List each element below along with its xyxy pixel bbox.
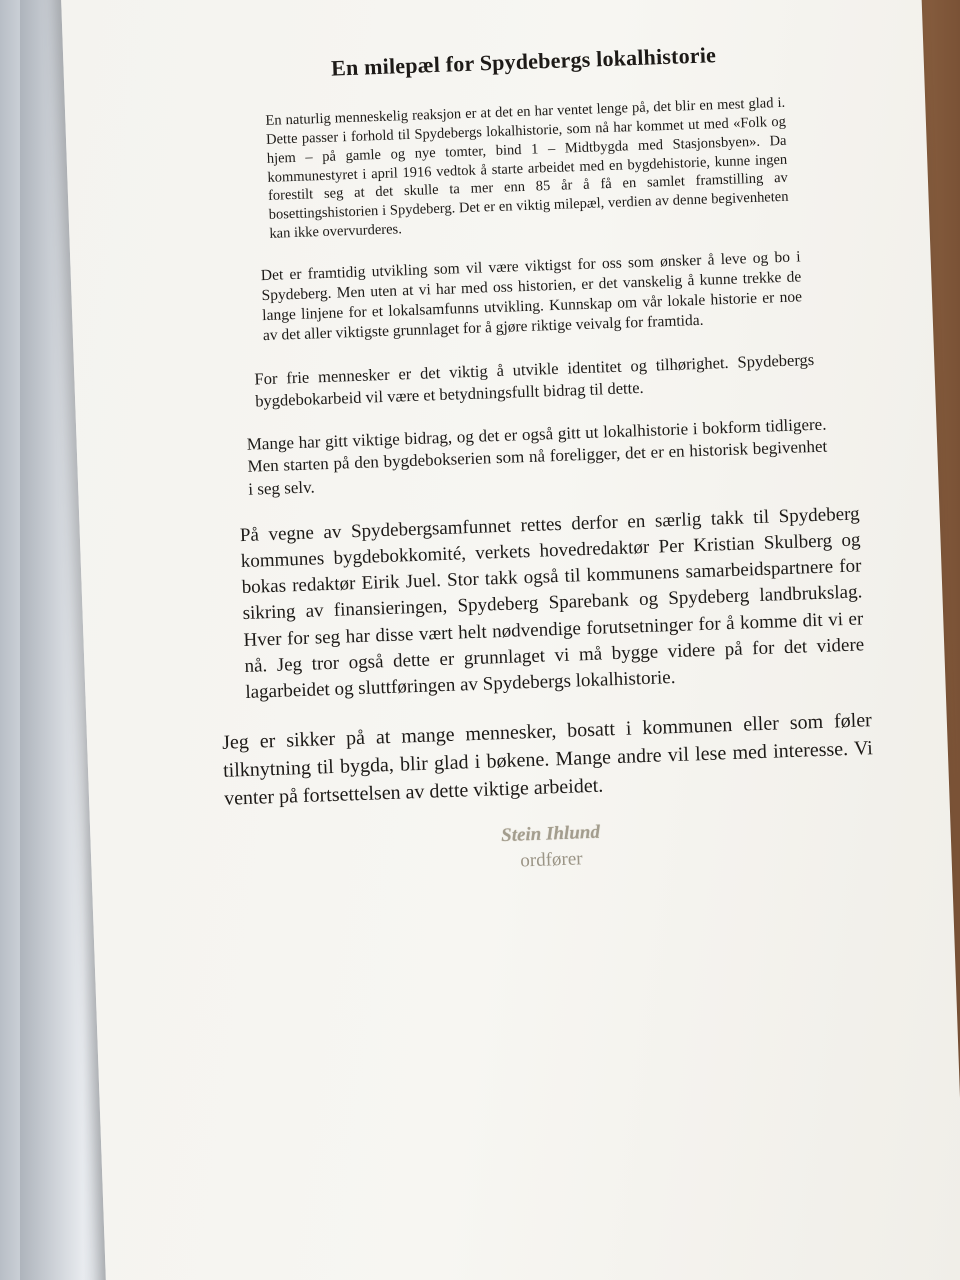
signature-role: ordfører [519, 848, 583, 872]
paragraph-2: Det er framtidig utvikling som vil være viktigst for oss som ønsker å leve og bo i Spydeberg. Men uten at vi har med oss historien, er det vanskelig å kunne trekke de lange linjene for et lokalsamfunns utvikling. Kunnskap om vår lokale historie er noe av det aller viktigste grunnlaget for å gjøre riktige veivalg for framtida. [260, 248, 803, 345]
paragraph-1: En naturlig menneskelig reaksjon er at det en har ventet lenge på, det blir en mest glad i. Dette passer i forhold til Spydebergs lokalhistorie, som nå har kommet ut med «Folk og hjem – på gamle og nye tomter, bind 1 – Midtbygda med Stasjonsbyen». Da kommunestyret i april 1916 vedtok å starte arbeidet med en bygdehistorie, kunne ingen forestilt seg at det skulle ta mer enn 85 år å få en samlet framstilling av bosettingshistorien i Spydeberg. Det er en viktig milepæl, verdien av denne begivenheten kan ikke overvurderes. [265, 94, 789, 242]
signature-name: Stein Ihlund [500, 821, 601, 847]
paragraph-4: Mange har gitt viktige bidrag, og det er også gitt ut lokalhistorie i bokform tidligere. Men starten på den bygdebokserien som nå foreligger, det er en historisk begivenhet i seg selv. [246, 414, 828, 499]
paragraph-5: På vegne av Spydebergsamfunnet rettes derfor en særlig takk til Spydeberg kommunes bygdebokkomité, verkets hovedredaktør Per Kristian Skulberg og bokas redaktør Eirik Juel. Stor takk også til kommunens samarbeidspartnere for sikring av finansieringen, Spydeberg Sparebank og Spydeberg landbrukslag. Hver for seg har disse vært helt nødvendige forutsetninger for å komme dit vi er nå. Jeg tror også dette er grunnlaget vi må bygge videre på for det videre lagarbeidet og sluttføringen av Spydebergs lokalhistorie. [239, 503, 865, 703]
paragraph-6: Jeg er sikker på at mange mennesker, bosatt i kommunen eller som føler tilknytning til bygda, blir glad i bøkene. Mange andre vil lese med interesse. Vi venter på fortsettelsen av dette viktige arbeidet. [221, 709, 874, 810]
paragraph-3: For frie mennesker er det viktig å utvikle identitet og tilhørighet. Spydebergs bygdebokarbeid vil være et betydningsfullt bidrag til dette. [254, 350, 815, 411]
signature-block [250, 813, 851, 882]
page-content [221, 38, 874, 882]
book-page [60, 0, 960, 1280]
page-title: En milepæl for Spydebergs lokalhistorie [330, 42, 717, 81]
